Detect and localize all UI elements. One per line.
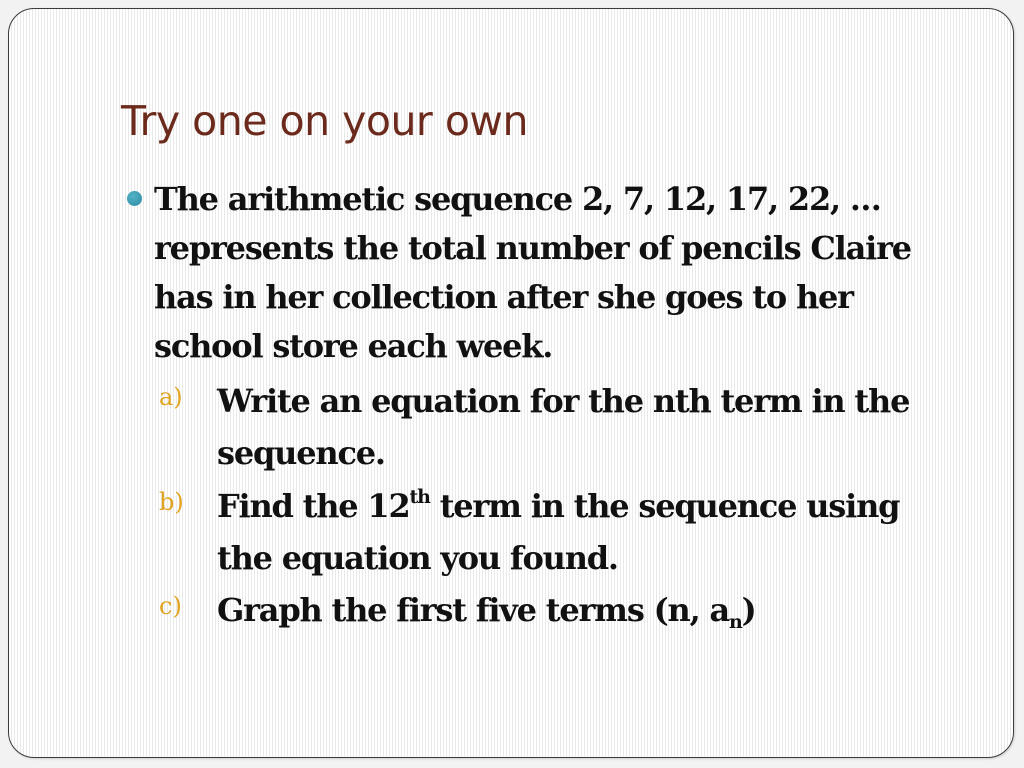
superscript: th: [409, 486, 430, 508]
sub-item-text: Find the 12th term in the sequence using the equation you found.: [217, 486, 900, 577]
slide-frame: [8, 8, 1014, 758]
sub-item-marker: a): [159, 383, 183, 411]
bullet-dot-icon: [127, 191, 142, 206]
slide-title: Try one on your own: [121, 97, 528, 145]
sub-item-marker: b): [159, 488, 184, 516]
sub-item-text: Graph the first five terms (n, $a_n$): [217, 591, 756, 633]
sub-item-marker: c): [159, 592, 182, 620]
bullet-text: The arithmetic sequence 2, 7, 12, 17, 22, … represents the total number of pencils Claire has in her collection after she goes to her school store each week.: [154, 180, 911, 365]
subscript: n: [729, 611, 742, 633]
sub-item-text: Write an equation for the nth term in the sequence.: [217, 382, 910, 472]
